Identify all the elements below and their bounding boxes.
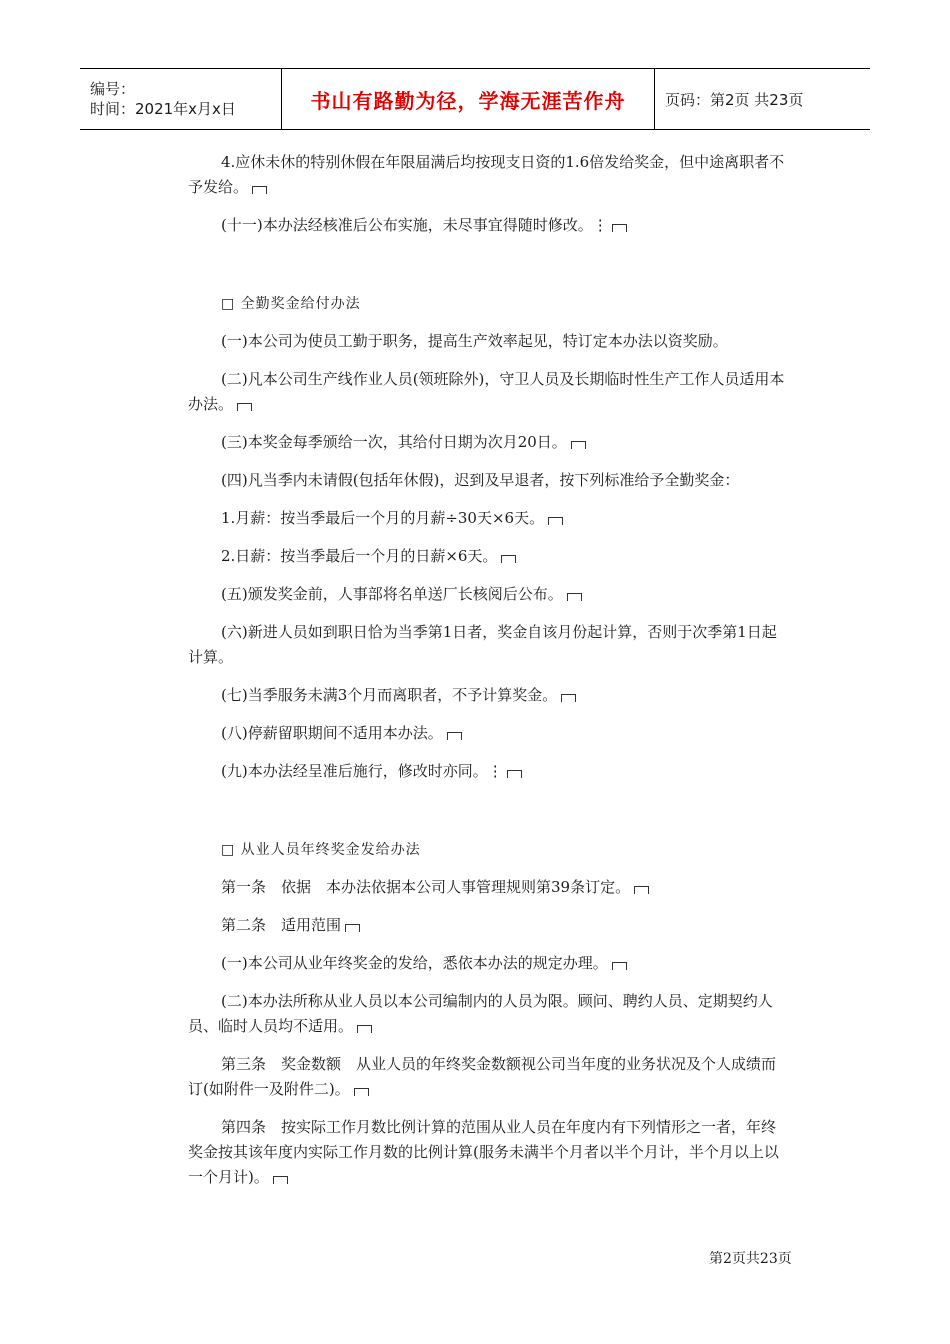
paragraph: (一)本公司从业年终奖金的发给，悉依本办法的规定办理。 xyxy=(188,951,788,976)
return-mark-icon xyxy=(237,403,252,411)
return-mark-icon xyxy=(507,770,522,778)
paragraph: 2.日薪：按当季最后一个月的日薪×6天。 xyxy=(188,544,788,569)
paragraph: 1.月薪：按当季最后一个月的月薪÷30天×6天。 xyxy=(188,506,788,531)
return-mark-icon xyxy=(567,593,582,601)
paragraph: (七)当季服务未满3个月而离职者，不予计算奖金。 xyxy=(188,683,788,708)
return-mark-icon xyxy=(612,224,627,232)
footer-page-number: 第2页共23页 xyxy=(709,1251,792,1267)
page-header xyxy=(80,68,870,130)
return-mark-icon xyxy=(571,441,586,449)
paragraph: (一)本公司为使员工勤于职务，提高生产效率起见，特订定本办法以资奖励。 xyxy=(221,332,728,350)
paragraph: (二)本办法所称从业人员以本公司编制内的人员为限。顾问、聘约人员、定期契约人员、临时人员均不适用。 xyxy=(188,992,773,1035)
header-meta xyxy=(80,69,282,129)
return-mark-icon xyxy=(357,1025,372,1033)
paragraph: 4.应休未休的特别休假在年限届满后均按现支日资的1.6倍发给奖金，但中途离职者不予发给。 xyxy=(188,153,785,196)
header-page xyxy=(655,69,870,129)
return-mark-icon xyxy=(345,924,360,932)
return-mark-icon xyxy=(252,186,267,194)
date-label: 时间：2021年x月x日 xyxy=(90,100,236,118)
page-label: 页码：第2页 共23页 xyxy=(665,90,804,109)
paragraph: (四)凡当季内未请假(包括年休假)，迟到及早退者，按下列标准给予全勤奖金： xyxy=(221,471,740,489)
paragraph: (三)本奖金每季颁给一次，其给付日期为次月20日。 xyxy=(188,430,788,455)
paragraph: (十一)本办法经核准后公布实施，未尽事宜得随时修改。⋮ xyxy=(188,213,788,238)
number-label: 编号： xyxy=(90,80,136,98)
paragraph: (九)本办法经呈准后施行，修改时亦同。⋮ xyxy=(188,759,788,784)
return-mark-icon xyxy=(561,694,576,702)
section-title: □ 从业人员年终奖金发给办法 xyxy=(221,842,421,858)
return-mark-icon xyxy=(447,732,462,740)
header-motto xyxy=(282,69,655,129)
paragraph: (六)新进人员如到职日恰为当季第1日者，奖金自该月份起计算，否则于次季第1日起计算。 xyxy=(188,623,777,666)
paragraph: (八)停薪留职期间不适用本办法。 xyxy=(188,721,788,746)
section-title: □ 全勤奖金给付办法 xyxy=(221,296,361,312)
paragraph: 第四条 按实际工作月数比例计算的范围从业人员在年度内有下列情形之一者，年终奖金按其该年度内实际工作月数的比例计算(服务未满半个月者以半个月计，半个月以上以一个月计)。 xyxy=(188,1118,779,1186)
motto-text: 书山有路勤为径，学海无涯苦作舟 xyxy=(310,88,626,113)
paragraph: 第二条 适用范围 xyxy=(188,913,788,938)
paragraph: 第一条 依据 本办法依据本公司人事管理规则第39条订定。 xyxy=(188,875,788,900)
return-mark-icon xyxy=(354,1088,369,1096)
paragraph: (五)颁发奖金前，人事部将名单送厂长核阅后公布。 xyxy=(188,582,788,607)
paragraph: (二)凡本公司生产线作业人员(领班除外)，守卫人员及长期临时性生产工作人员适用本办法。 xyxy=(188,370,785,413)
return-mark-icon xyxy=(612,962,627,970)
paragraph: 第三条 奖金数额 从业人员的年终奖金数额视公司当年度的业务状况及个人成绩而订(如附件一及附件二)。 xyxy=(188,1055,777,1098)
document-body xyxy=(188,150,788,1203)
return-mark-icon xyxy=(273,1176,288,1184)
return-mark-icon xyxy=(548,517,563,525)
return-mark-icon xyxy=(634,886,649,894)
return-mark-icon xyxy=(501,555,516,563)
